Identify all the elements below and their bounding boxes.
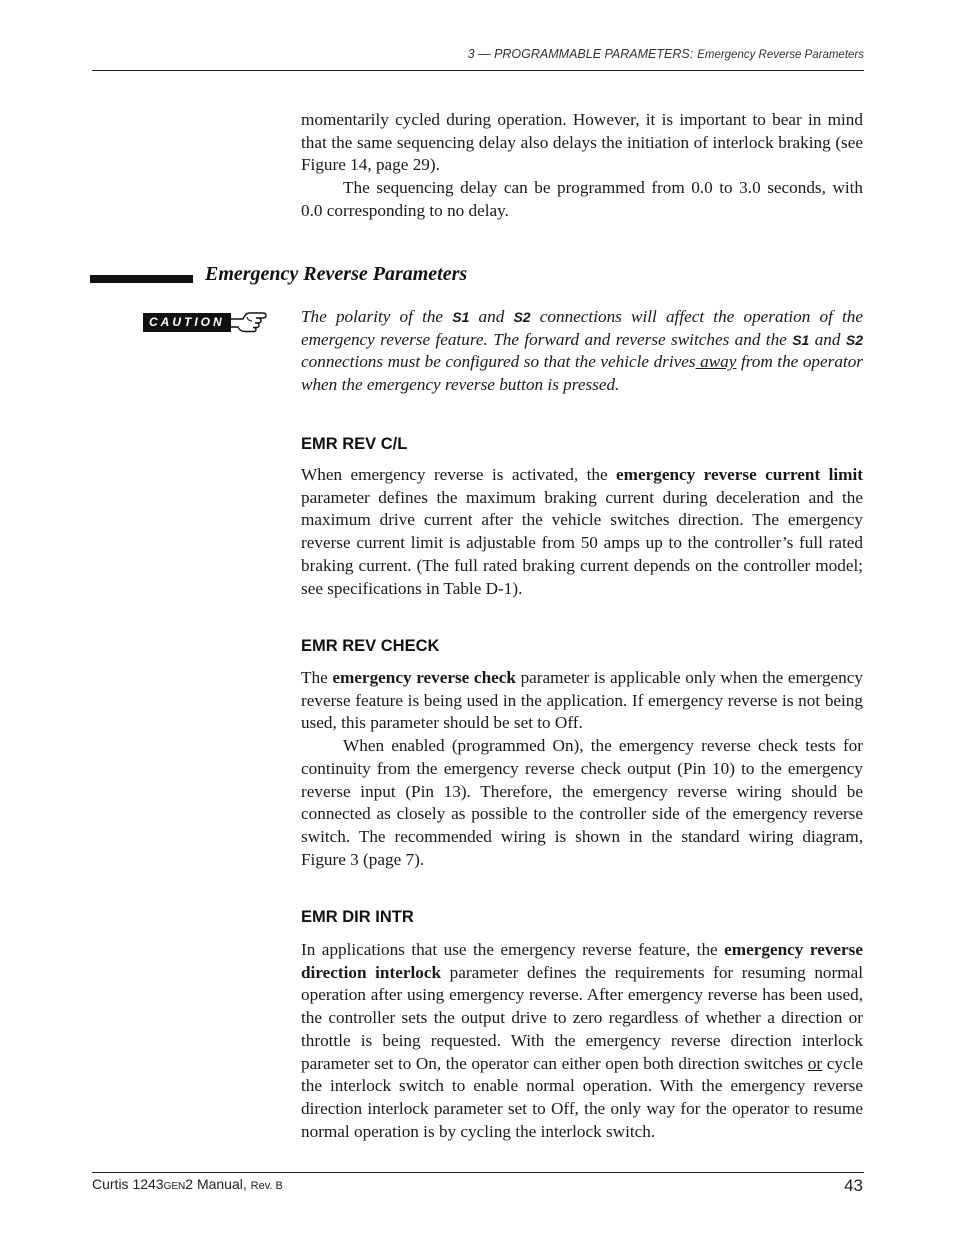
emr-dir-intr-mid: parameter defines the requirements for resuming normal operation after using emergency reverse. After emergency reverse has been used, the controller sets the output drive to zero regardless of whether a direction or throttle is being requested. With the emergency reverse direction interlock parameter set to On, the operator can either open both direction switches [301, 962, 864, 1073]
footer-rev: Rev. B [250, 1180, 283, 1192]
footer-manual: 2 Manual, [185, 1176, 247, 1192]
page-header [92, 44, 864, 71]
caution-s2: S2 [513, 309, 531, 325]
caution-away: away [695, 352, 737, 372]
footer-title [92, 1176, 283, 1192]
emr-rev-cl-pre: When emergency reverse is activated, the [301, 465, 617, 484]
caution-badge: CAUTION [143, 313, 231, 332]
heading-emr-dir-intr: EMR DIR INTR [301, 908, 414, 926]
intro-block [301, 109, 863, 223]
footer-gen: GEN [163, 1181, 186, 1192]
emr-dir-intr-paragraph [301, 939, 863, 1143]
caution-block [301, 306, 863, 397]
section-bar [90, 275, 193, 283]
caution-marker [143, 311, 269, 333]
emr-dir-intr-block [301, 939, 863, 1143]
footer-brand: Curtis 1243 [92, 1176, 164, 1192]
running-header [468, 47, 864, 61]
emr-dir-intr-term: emergency reverse direction interlock [301, 940, 863, 982]
caution-text [301, 306, 863, 397]
caution-s1: S1 [452, 309, 470, 325]
intro-paragraph-1: momentarily cycled during operation. However, it is important to bear in mind that the same sequencing delay also delays the initiation of interlock braking (see Figure 14, page 29). [301, 110, 863, 175]
heading-emr-rev-check: EMR REV CHECK [301, 637, 440, 655]
emr-rev-cl-term: emergency reverse current limit [616, 465, 863, 484]
header-chapter: 3 — PROGRAMMABLE PARAMETERS: [467, 47, 694, 61]
page-number: 43 [844, 1176, 863, 1195]
caution-text-6: from the operator when the emergency reverse button is pressed. [301, 352, 863, 395]
emr-dir-intr-pre: In applications that use the emergency reverse feature, the [301, 940, 725, 959]
caution-text-3: connections will affect the operation of the emergency reverse feature. The forward and reverse switches and the [301, 307, 863, 349]
pointing-hand-icon [229, 307, 269, 338]
emr-dir-intr-post: cycle the interlock switch to enable normal operation. With the emergency reverse direction interlock parameter set to Off, the only way for the operator to resume normal operation is by cycling the interlock switch. [301, 1053, 863, 1141]
intro-paragraph-2: The sequencing delay can be programmed from 0.0 to 3.0 seconds, with 0.0 corresponding to no delay. [301, 178, 863, 220]
emr-rev-check-block [301, 667, 863, 871]
caution-text-4: and [809, 329, 846, 349]
heading-emr-rev-cl: EMR REV C/L [301, 435, 408, 453]
caution-s2-second: S2 [845, 331, 863, 348]
emr-rev-check-pre: The [301, 668, 333, 687]
caution-text-1: The polarity of the [301, 307, 453, 326]
emr-rev-check-paragraph-1 [301, 667, 863, 735]
emr-rev-check-paragraph-2: When enabled (programmed On), the emergency reverse check tests for continuity from the emergency reverse check output (Pin 10) to the emergency reverse input (Pin 13). Therefore, the emergency reverse wiring should be connected as closely as possible to the controller side of the emergency reverse switch. The recommended wiring is shown in the standard wiring diagram, Figure 3 (page 7). [301, 736, 863, 869]
emr-rev-check-post: parameter is applicable only when the emergency reverse feature is being used in the application. If emergency reverse is not being used, this parameter should be set to Off. [301, 668, 863, 733]
emr-rev-cl-post: parameter defines the maximum braking current during deceleration and the maximum drive current after the vehicle switches direction. The emergency reverse current limit is adjustable from 50 amps up to the controller’s full rated braking current. (The full rated braking current depends on the controller model; see specifications in Table D-1). [301, 487, 863, 598]
caution-text-2: and [469, 307, 514, 326]
footer-rule [92, 1172, 864, 1173]
emr-rev-cl-paragraph [301, 464, 863, 600]
caution-s1-second: S1 [792, 331, 810, 348]
emr-rev-check-term: emergency reverse check [332, 668, 516, 687]
emr-rev-cl-block [301, 464, 863, 600]
emr-dir-intr-or: or [807, 1053, 823, 1073]
section-title: Emergency Reverse Parameters [205, 263, 468, 285]
caution-text-5: connections must be configured so that the vehicle drives [301, 352, 696, 372]
header-section: Emergency Reverse Parameters [697, 49, 864, 61]
